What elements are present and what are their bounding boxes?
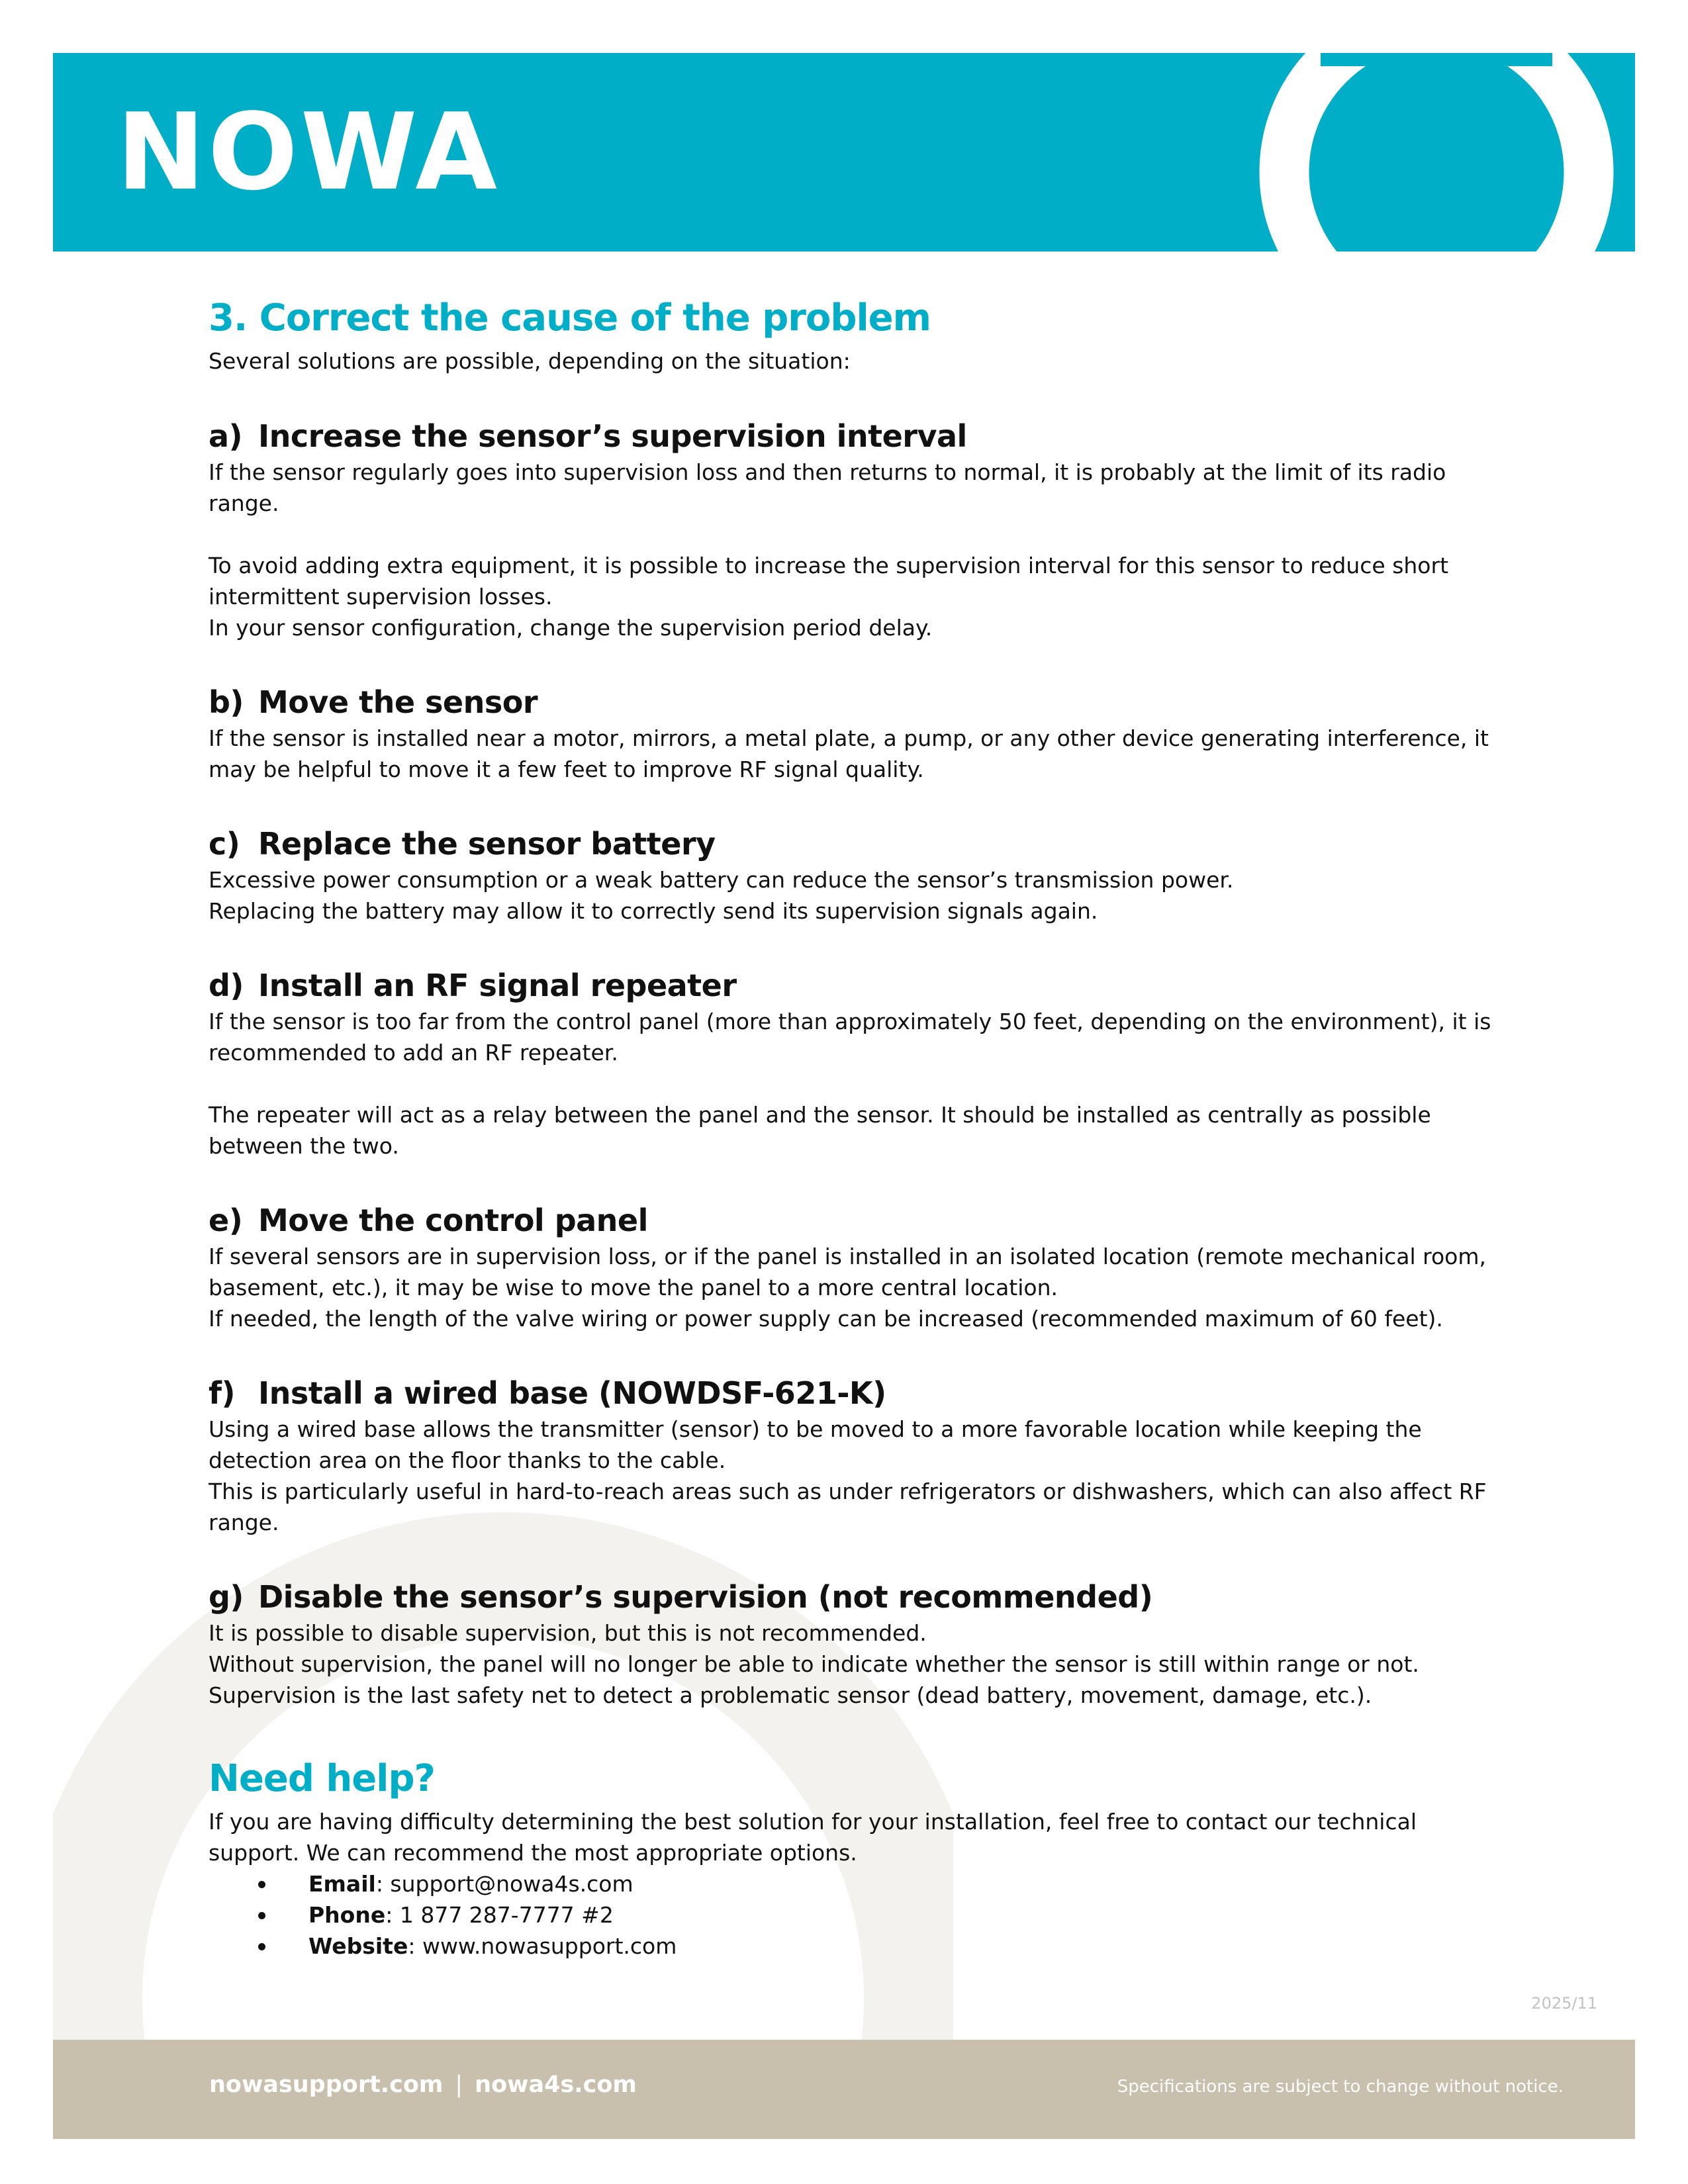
section-c	[209, 823, 1499, 927]
section-paragraph: It is possible to disable supervision, but this is not recommended.	[209, 1620, 927, 1646]
water-drop-icon	[1238, 53, 1635, 251]
section-paragraph: Supervision is the last safety net to detect a problematic sensor (dead battery, movement, damage, etc.).	[209, 1682, 1372, 1708]
section-paragraph: To avoid adding extra equipment, it is possible to increase the supervision interval for this sensor to reduce short intermittent supervision losses.	[209, 553, 1449, 610]
footer-link-nowasupport[interactable]: nowasupport.com	[209, 2071, 444, 2098]
contact-list	[209, 1868, 1499, 1962]
section-f	[209, 1373, 1499, 1538]
section-heading: c) Replace the sensor battery	[209, 826, 716, 862]
help-title: Need help?	[209, 1757, 436, 1800]
section-heading: b) Move the sensor	[209, 684, 538, 720]
contact-email[interactable]: Email: support@nowa4s.com	[258, 1868, 1499, 1899]
section-paragraph: If the sensor regularly goes into supervision loss and then returns to normal, it is probably at the limit of its radio range.	[209, 459, 1446, 516]
main-content	[209, 291, 1499, 1962]
bullet-icon	[258, 1943, 265, 1950]
brand-logo: NOWA	[117, 90, 500, 214]
section-b	[209, 682, 1499, 785]
page-title: 3. Correct the cause of the problem	[209, 296, 931, 340]
section-heading: a) Increase the sensor’s supervision interval	[209, 418, 967, 454]
section-paragraph: If the sensor is too far from the control panel (more than approximately 50 feet, depending on the environment), it is recommended to add an RF repeater.	[209, 1009, 1491, 1066]
footer-links	[209, 2071, 637, 2098]
section-heading: e) Move the control panel	[209, 1203, 648, 1238]
contact-phone[interactable]: Phone: 1 877 287-7777 #2	[258, 1899, 1499, 1931]
footer-separator: |	[455, 2071, 463, 2098]
section-paragraph: If several sensors are in supervision loss, or if the panel is installed in an isolated location (remote mechanical room, basement, etc.), it may be wise to move the panel to a more central location.	[209, 1244, 1487, 1300]
section-paragraph: Excessive power consumption or a weak battery can reduce the sensor’s transmission power.	[209, 867, 1234, 893]
section-paragraph: If the sensor is installed near a motor, mirrors, a metal plate, a pump, or any other device generating interference, it may be helpful to move it a few feet to improve RF signal quality.	[209, 725, 1489, 782]
section-heading: d) Install an RF signal repeater	[209, 968, 737, 1003]
section-g	[209, 1576, 1499, 1711]
section-paragraph: This is particularly useful in hard-to-reach areas such as under refrigerators or dishwashers, which can also affect RF range.	[209, 1479, 1487, 1535]
section-paragraph: Without supervision, the panel will no longer be able to indicate whether the sensor is still within range or not.	[209, 1651, 1419, 1677]
section-paragraph: If needed, the length of the valve wiring or power supply can be increased (recommended maximum of 60 feet).	[209, 1306, 1443, 1332]
section-a	[209, 416, 1499, 643]
help-section	[209, 1752, 1499, 1962]
section-paragraph: Using a wired base allows the transmitter (sensor) to be moved to a more favorable location while keeping the detection area on the floor thanks to the cable.	[209, 1416, 1422, 1473]
header-band	[53, 53, 1635, 251]
date-stamp: 2025/11	[1531, 1994, 1597, 2013]
section-heading: f) Install a wired base (NOWDSF-621-K)	[209, 1375, 886, 1411]
section-e	[209, 1200, 1499, 1334]
footer-link-nowa4s[interactable]: nowa4s.com	[475, 2071, 637, 2098]
bullet-icon	[258, 1912, 265, 1919]
help-intro: If you are having difficulty determining the best solution for your installation, feel free to contact our technical support. We can recommend the most appropriate options.	[209, 1809, 1417, 1866]
contact-website[interactable]: Website: www.nowasupport.com	[258, 1931, 1499, 1962]
section-paragraph: Replacing the battery may allow it to correctly send its supervision signals again.	[209, 898, 1098, 924]
page-subtitle: Several solutions are possible, depending on the situation:	[209, 348, 851, 374]
section-heading: g) Disable the sensor’s supervision (not recommended)	[209, 1579, 1153, 1615]
section-paragraph: In your sensor configuration, change the supervision period delay.	[209, 615, 933, 641]
footer-band	[53, 2040, 1635, 2139]
section-d	[209, 965, 1499, 1161]
bullet-icon	[258, 1881, 265, 1888]
section-paragraph: The repeater will act as a relay between the panel and the sensor. It should be installed as centrally as possible between the two.	[209, 1102, 1431, 1159]
footer-disclaimer: Specifications are subject to change without notice.	[1117, 2077, 1564, 2097]
